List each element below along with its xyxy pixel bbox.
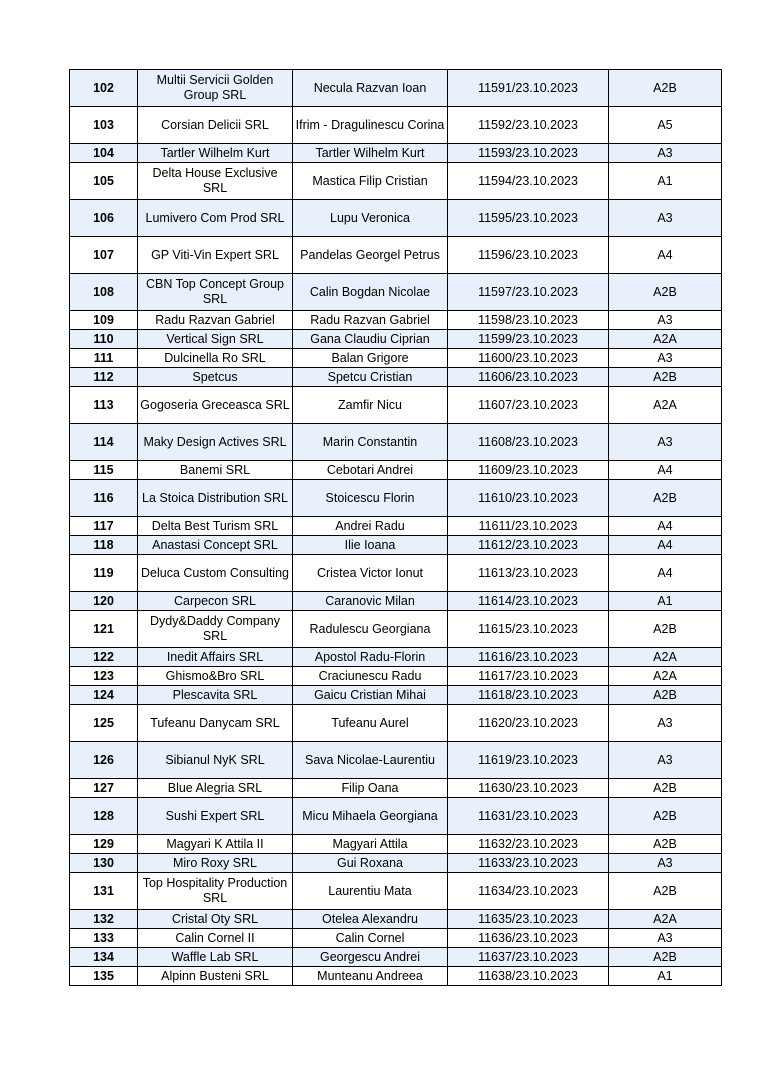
company-name-cell: CBN Top Concept Group SRL — [138, 274, 293, 311]
registration-number-cell: 11634/23.10.2023 — [448, 873, 609, 910]
category-cell: A2B — [609, 70, 722, 107]
company-name-cell: Multii Servicii Golden Group SRL — [138, 70, 293, 107]
company-name-cell: Carpecon SRL — [138, 592, 293, 611]
row-number-cell: 127 — [70, 779, 138, 798]
representative-cell: Ifrim - Dragulinescu Corina — [293, 107, 448, 144]
category-cell: A2B — [609, 835, 722, 854]
registration-number-cell: 11608/23.10.2023 — [448, 424, 609, 461]
table-row — [70, 910, 722, 929]
representative-cell: Radu Razvan Gabriel — [293, 311, 448, 330]
representative-cell: Craciunescu Radu — [293, 667, 448, 686]
category-cell: A2B — [609, 798, 722, 835]
company-name-cell: La Stoica Distribution SRL — [138, 480, 293, 517]
representative-cell: Andrei Radu — [293, 517, 448, 536]
category-cell: A3 — [609, 929, 722, 948]
representative-cell: Spetcu Cristian — [293, 368, 448, 387]
company-name-cell: Tufeanu Danycam SRL — [138, 705, 293, 742]
row-number-cell: 115 — [70, 461, 138, 480]
registration-number-cell: 11632/23.10.2023 — [448, 835, 609, 854]
category-cell: A1 — [609, 967, 722, 986]
category-cell: A2A — [609, 910, 722, 929]
registration-number-cell: 11597/23.10.2023 — [448, 274, 609, 311]
row-number-cell: 129 — [70, 835, 138, 854]
company-name-cell: Miro Roxy SRL — [138, 854, 293, 873]
table-row — [70, 967, 722, 986]
category-cell: A4 — [609, 461, 722, 480]
company-name-cell: Magyari K Attila II — [138, 835, 293, 854]
category-cell: A3 — [609, 349, 722, 368]
row-number-cell: 121 — [70, 611, 138, 648]
row-number-cell: 103 — [70, 107, 138, 144]
table-row — [70, 873, 722, 910]
representative-cell: Otelea Alexandru — [293, 910, 448, 929]
representative-cell: Tartler Wilhelm Kurt — [293, 144, 448, 163]
company-name-cell: Plescavita SRL — [138, 686, 293, 705]
company-name-cell: Deluca Custom Consulting — [138, 555, 293, 592]
table-row — [70, 107, 722, 144]
representative-cell: Calin Cornel — [293, 929, 448, 948]
row-number-cell: 109 — [70, 311, 138, 330]
category-cell: A3 — [609, 705, 722, 742]
category-cell: A1 — [609, 592, 722, 611]
registration-number-cell: 11631/23.10.2023 — [448, 798, 609, 835]
category-cell: A2B — [609, 611, 722, 648]
table-row — [70, 461, 722, 480]
table-row — [70, 536, 722, 555]
row-number-cell: 104 — [70, 144, 138, 163]
registration-number-cell: 11591/23.10.2023 — [448, 70, 609, 107]
row-number-cell: 122 — [70, 648, 138, 667]
representative-cell: Balan Grigore — [293, 349, 448, 368]
registration-number-cell: 11612/23.10.2023 — [448, 536, 609, 555]
table-row — [70, 200, 722, 237]
category-cell: A1 — [609, 163, 722, 200]
category-cell: A4 — [609, 555, 722, 592]
registration-number-cell: 11636/23.10.2023 — [448, 929, 609, 948]
row-number-cell: 114 — [70, 424, 138, 461]
representative-cell: Laurentiu Mata — [293, 873, 448, 910]
representative-cell: Mastica Filip Cristian — [293, 163, 448, 200]
representative-cell: Tufeanu Aurel — [293, 705, 448, 742]
company-name-cell: Calin Cornel II — [138, 929, 293, 948]
representative-cell: Apostol Radu-Florin — [293, 648, 448, 667]
table-row — [70, 480, 722, 517]
row-number-cell: 116 — [70, 480, 138, 517]
category-cell: A2B — [609, 274, 722, 311]
row-number-cell: 118 — [70, 536, 138, 555]
table-row — [70, 517, 722, 536]
registration-number-cell: 11620/23.10.2023 — [448, 705, 609, 742]
row-number-cell: 117 — [70, 517, 138, 536]
category-cell: A3 — [609, 854, 722, 873]
registration-number-cell: 11607/23.10.2023 — [448, 387, 609, 424]
row-number-cell: 132 — [70, 910, 138, 929]
registration-number-cell: 11599/23.10.2023 — [448, 330, 609, 349]
registration-number-cell: 11633/23.10.2023 — [448, 854, 609, 873]
table-row — [70, 555, 722, 592]
company-name-cell: Top Hospitality Production SRL — [138, 873, 293, 910]
row-number-cell: 131 — [70, 873, 138, 910]
company-name-cell: Alpinn Busteni SRL — [138, 967, 293, 986]
row-number-cell: 111 — [70, 349, 138, 368]
table-row — [70, 798, 722, 835]
row-number-cell: 124 — [70, 686, 138, 705]
category-cell: A2A — [609, 330, 722, 349]
company-name-cell: Vertical Sign SRL — [138, 330, 293, 349]
category-cell: A5 — [609, 107, 722, 144]
registration-number-cell: 11635/23.10.2023 — [448, 910, 609, 929]
representative-cell: Munteanu Andreea — [293, 967, 448, 986]
category-cell: A3 — [609, 742, 722, 779]
company-name-cell: Dulcinella Ro SRL — [138, 349, 293, 368]
registration-number-cell: 11616/23.10.2023 — [448, 648, 609, 667]
representative-cell: Ilie Ioana — [293, 536, 448, 555]
row-number-cell: 106 — [70, 200, 138, 237]
category-cell: A2B — [609, 368, 722, 387]
table-row — [70, 387, 722, 424]
registration-number-cell: 11615/23.10.2023 — [448, 611, 609, 648]
table-row — [70, 592, 722, 611]
category-cell: A4 — [609, 237, 722, 274]
representative-cell: Sava Nicolae-Laurentiu — [293, 742, 448, 779]
registration-number-cell: 11598/23.10.2023 — [448, 311, 609, 330]
row-number-cell: 112 — [70, 368, 138, 387]
registration-number-cell: 11592/23.10.2023 — [448, 107, 609, 144]
registration-number-cell: 11600/23.10.2023 — [448, 349, 609, 368]
table-row — [70, 311, 722, 330]
representative-cell: Necula Razvan Ioan — [293, 70, 448, 107]
table-row — [70, 330, 722, 349]
category-cell: A3 — [609, 144, 722, 163]
category-cell: A2B — [609, 686, 722, 705]
row-number-cell: 110 — [70, 330, 138, 349]
company-name-cell: Banemi SRL — [138, 461, 293, 480]
registration-number-cell: 11610/23.10.2023 — [448, 480, 609, 517]
category-cell: A2B — [609, 779, 722, 798]
table-row — [70, 349, 722, 368]
table-row — [70, 163, 722, 200]
row-number-cell: 102 — [70, 70, 138, 107]
registration-number-cell: 11611/23.10.2023 — [448, 517, 609, 536]
table-row — [70, 424, 722, 461]
row-number-cell: 113 — [70, 387, 138, 424]
company-name-cell: GP Viti-Vin Expert SRL — [138, 237, 293, 274]
registration-number-cell: 11596/23.10.2023 — [448, 237, 609, 274]
table-row — [70, 948, 722, 967]
row-number-cell: 119 — [70, 555, 138, 592]
representative-cell: Caranovic Milan — [293, 592, 448, 611]
representative-cell: Cristea Victor Ionut — [293, 555, 448, 592]
representative-cell: Radulescu Georgiana — [293, 611, 448, 648]
company-name-cell: Ghismo&Bro SRL — [138, 667, 293, 686]
company-name-cell: Maky Design Actives SRL — [138, 424, 293, 461]
company-name-cell: Sushi Expert SRL — [138, 798, 293, 835]
registration-number-cell: 11617/23.10.2023 — [448, 667, 609, 686]
table-row — [70, 742, 722, 779]
row-number-cell: 108 — [70, 274, 138, 311]
company-name-cell: Lumivero Com Prod SRL — [138, 200, 293, 237]
table-row — [70, 835, 722, 854]
category-cell: A2B — [609, 480, 722, 517]
category-cell: A4 — [609, 536, 722, 555]
category-cell: A3 — [609, 424, 722, 461]
representative-cell: Micu Mihaela Georgiana — [293, 798, 448, 835]
category-cell: A3 — [609, 311, 722, 330]
table-row — [70, 144, 722, 163]
company-name-cell: Cristal Oty SRL — [138, 910, 293, 929]
company-name-cell: Inedit Affairs SRL — [138, 648, 293, 667]
company-name-cell: Gogoseria Greceasca SRL — [138, 387, 293, 424]
company-name-cell: Radu Razvan Gabriel — [138, 311, 293, 330]
registration-number-cell: 11613/23.10.2023 — [448, 555, 609, 592]
category-cell: A2B — [609, 948, 722, 967]
row-number-cell: 133 — [70, 929, 138, 948]
row-number-cell: 120 — [70, 592, 138, 611]
company-name-cell: Waffle Lab SRL — [138, 948, 293, 967]
table-row — [70, 611, 722, 648]
representative-cell: Zamfir Nicu — [293, 387, 448, 424]
row-number-cell: 105 — [70, 163, 138, 200]
representative-cell: Gaicu Cristian Mihai — [293, 686, 448, 705]
company-name-cell: Corsian Delicii SRL — [138, 107, 293, 144]
table-row — [70, 686, 722, 705]
representative-cell: Calin Bogdan Nicolae — [293, 274, 448, 311]
representative-cell: Stoicescu Florin — [293, 480, 448, 517]
table-row — [70, 70, 722, 107]
representative-cell: Gui Roxana — [293, 854, 448, 873]
registration-number-cell: 11614/23.10.2023 — [448, 592, 609, 611]
registration-number-cell: 11606/23.10.2023 — [448, 368, 609, 387]
registration-number-cell: 11638/23.10.2023 — [448, 967, 609, 986]
row-number-cell: 126 — [70, 742, 138, 779]
company-name-cell: Blue Alegria SRL — [138, 779, 293, 798]
registry-table-body — [70, 70, 722, 986]
representative-cell: Magyari Attila — [293, 835, 448, 854]
company-name-cell: Tartler Wilhelm Kurt — [138, 144, 293, 163]
representative-cell: Pandelas Georgel Petrus — [293, 237, 448, 274]
registration-number-cell: 11594/23.10.2023 — [448, 163, 609, 200]
row-number-cell: 134 — [70, 948, 138, 967]
registration-number-cell: 11609/23.10.2023 — [448, 461, 609, 480]
representative-cell: Georgescu Andrei — [293, 948, 448, 967]
table-row — [70, 667, 722, 686]
representative-cell: Gana Claudiu Ciprian — [293, 330, 448, 349]
table-row — [70, 705, 722, 742]
row-number-cell: 130 — [70, 854, 138, 873]
registration-number-cell: 11618/23.10.2023 — [448, 686, 609, 705]
representative-cell: Marin Constantin — [293, 424, 448, 461]
company-name-cell: Spetcus — [138, 368, 293, 387]
table-row — [70, 854, 722, 873]
table-row — [70, 368, 722, 387]
category-cell: A3 — [609, 200, 722, 237]
company-name-cell: Anastasi Concept SRL — [138, 536, 293, 555]
registration-number-cell: 11595/23.10.2023 — [448, 200, 609, 237]
category-cell: A2A — [609, 387, 722, 424]
registration-number-cell: 11630/23.10.2023 — [448, 779, 609, 798]
company-name-cell: Delta House Exclusive SRL — [138, 163, 293, 200]
category-cell: A2A — [609, 648, 722, 667]
table-row — [70, 779, 722, 798]
row-number-cell: 123 — [70, 667, 138, 686]
registration-number-cell: 11619/23.10.2023 — [448, 742, 609, 779]
company-name-cell: Delta Best Turism SRL — [138, 517, 293, 536]
registration-number-cell: 11637/23.10.2023 — [448, 948, 609, 967]
category-cell: A2B — [609, 873, 722, 910]
table-row — [70, 929, 722, 948]
registration-number-cell: 11593/23.10.2023 — [448, 144, 609, 163]
registry-table — [69, 69, 722, 986]
representative-cell: Cebotari Andrei — [293, 461, 448, 480]
row-number-cell: 128 — [70, 798, 138, 835]
table-row — [70, 648, 722, 667]
representative-cell: Lupu Veronica — [293, 200, 448, 237]
category-cell: A2A — [609, 667, 722, 686]
table-row — [70, 237, 722, 274]
company-name-cell: Sibianul NyK SRL — [138, 742, 293, 779]
row-number-cell: 107 — [70, 237, 138, 274]
company-name-cell: Dydy&Daddy Company SRL — [138, 611, 293, 648]
table-row — [70, 274, 722, 311]
row-number-cell: 125 — [70, 705, 138, 742]
representative-cell: Filip Oana — [293, 779, 448, 798]
category-cell: A4 — [609, 517, 722, 536]
row-number-cell: 135 — [70, 967, 138, 986]
